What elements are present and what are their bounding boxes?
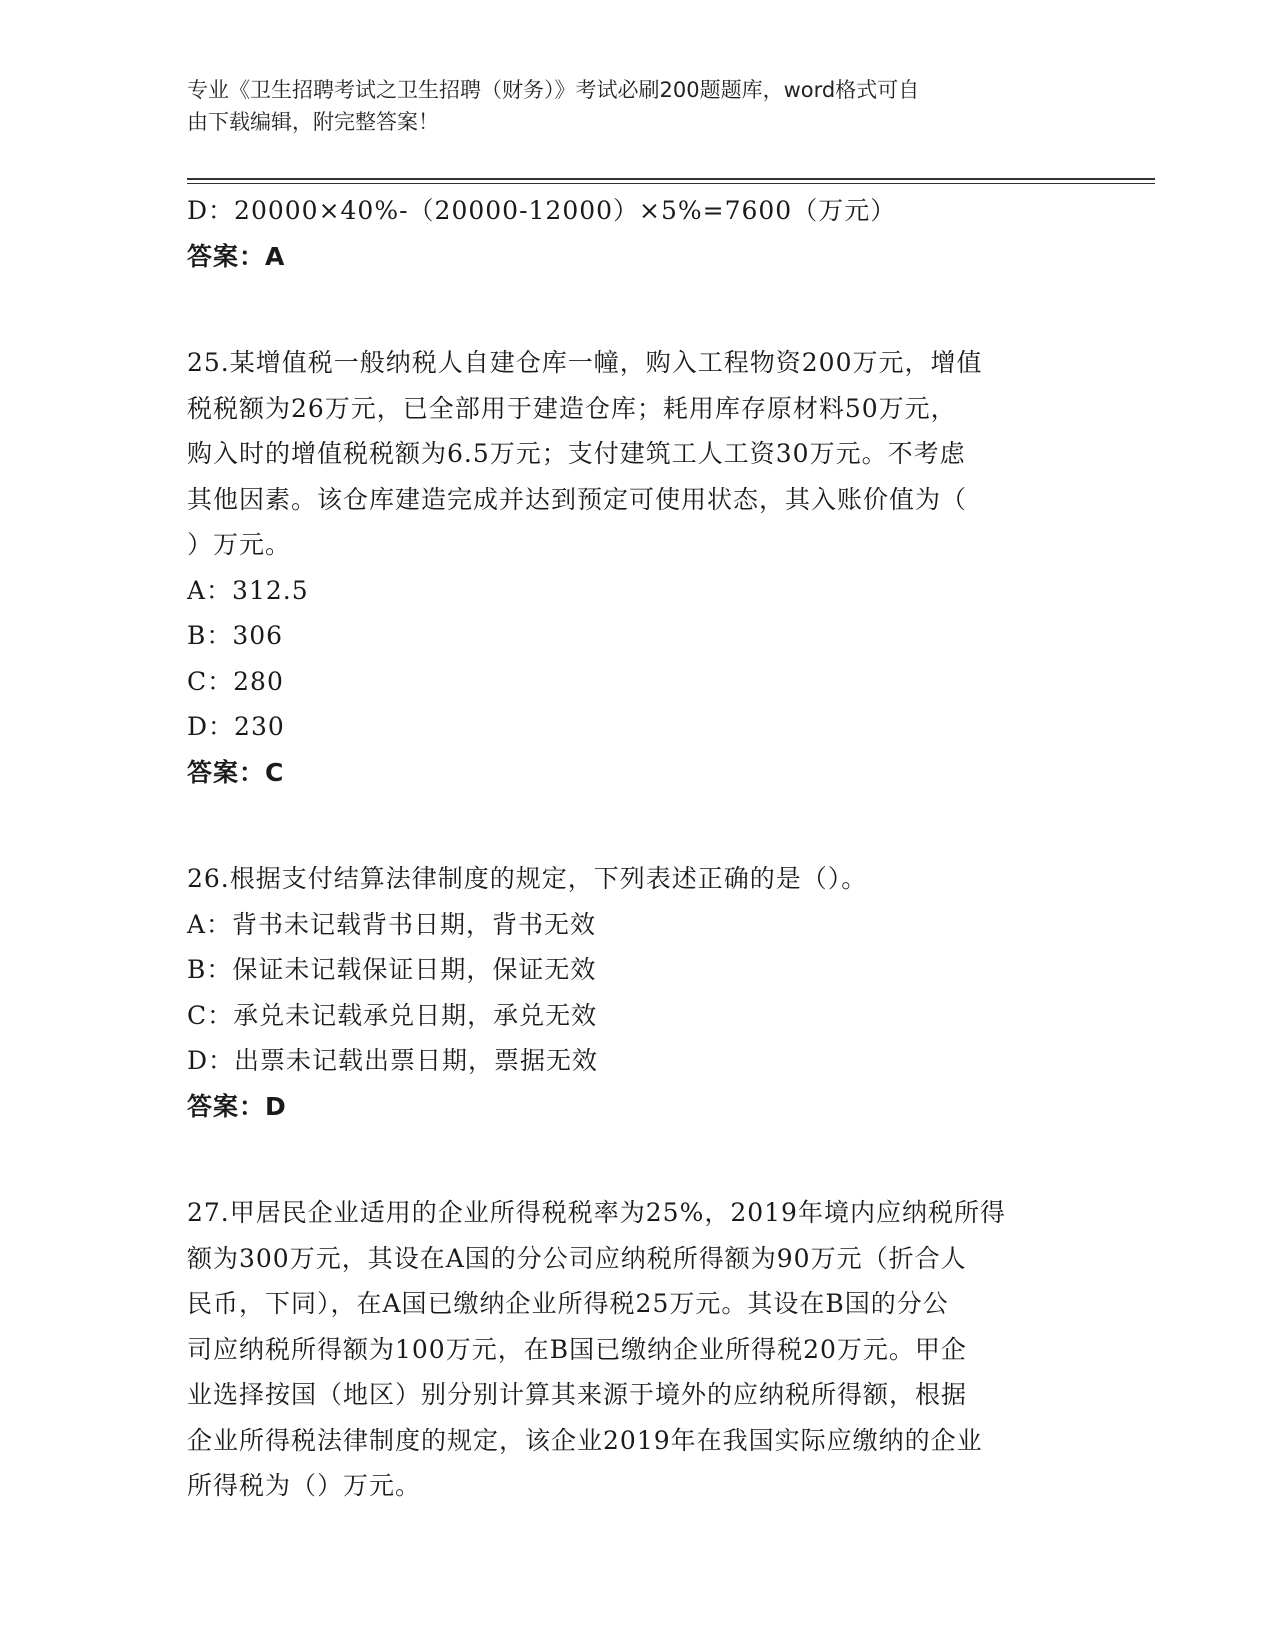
answer-line: 答案：C [187, 757, 285, 787]
question-text-line: 业选择按国（地区）别分别计算其来源于境外的应纳税所得额，根据 [187, 1380, 968, 1409]
option-c: C：承兑未记载承兑日期，承兑无效 [187, 1000, 598, 1030]
option-b: B：保证未记载保证日期，保证无效 [187, 955, 597, 984]
question-text-line: 民币，下同），在A国已缴纳企业所得税25万元。其设在B国的分公 [187, 1289, 949, 1318]
header-divider-thick [187, 178, 1155, 180]
question-text-line: 25.某增值税一般纳税人自建仓库一幢，购入工程物资200万元，增值 [187, 348, 983, 377]
option-d: D：20000×40%-（20000-12000）×5%=7600（万元） [187, 196, 897, 225]
question-text-line: 税税额为26万元，已全部用于建造仓库；耗用库存原材料50万元， [187, 393, 957, 423]
question-text-line: ）万元。 [187, 530, 292, 559]
option-d: D：出票未记载出票日期，票据无效 [187, 1046, 599, 1075]
question-text-line: 26.根据支付结算法律制度的规定，下列表述正确的是（）。 [187, 864, 868, 893]
question-25 [187, 340, 1087, 795]
question-text-line: 额为300万元，其设在A国的分公司应纳税所得额为90万元（折合人 [187, 1243, 967, 1273]
option-a: A：312.5 [187, 575, 309, 605]
document-body [187, 188, 1087, 1509]
option-b: B：306 [187, 621, 284, 650]
header-divider-thin [187, 183, 1155, 184]
answer-line: 答案：D [187, 1091, 287, 1121]
header-line: 由下载编辑，附完整答案！ [187, 110, 439, 134]
option-c: C：280 [187, 666, 284, 696]
option-a: A：背书未记载背书日期，背书无效 [187, 909, 597, 939]
question-26 [187, 856, 1087, 1129]
question-text-line: 购入时的增值税税额为6.5万元；支付建筑工人工资30万元。不考虑 [187, 439, 966, 468]
spacer [187, 795, 1087, 856]
question-text-line: 所得税为（）万元。 [187, 1471, 422, 1500]
spacer [187, 279, 1087, 340]
document-header [187, 74, 1067, 138]
spacer [187, 1129, 1087, 1190]
question-text-line: 企业所得税法律制度的规定，该企业2019年在我国实际应缴纳的企业 [187, 1425, 983, 1455]
answer-line: 答案：A [187, 241, 286, 271]
header-line: 专业《卫生招聘考试之卫生招聘（财务）》考试必刷200题题库，word格式可自 [187, 78, 920, 102]
question-24-tail [187, 188, 1087, 279]
question-27 [187, 1190, 1087, 1509]
question-text-line: 其他因素。该仓库建造完成并达到预定可使用状态，其入账价值为（ [187, 484, 968, 514]
option-d: D：230 [187, 712, 285, 741]
question-text-line: 司应纳税所得额为100万元，在B国已缴纳企业所得税20万元。甲企 [187, 1334, 967, 1364]
question-text-line: 27.甲居民企业适用的企业所得税税率为25%，2019年境内应纳税所得 [187, 1198, 1006, 1227]
